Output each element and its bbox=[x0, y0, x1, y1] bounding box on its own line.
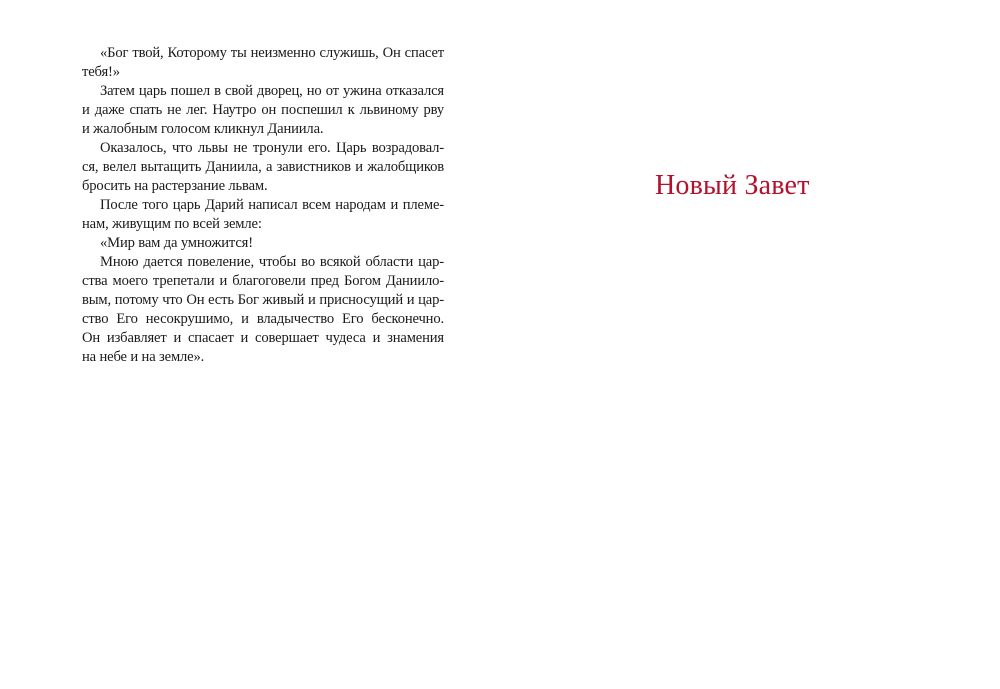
text-line: Затем царь пошел в свой дворец, но от ужина отказался bbox=[100, 83, 444, 99]
text-line: и жалобным голосом кликнул Даниила. bbox=[82, 121, 324, 137]
text-line: ство Его несокрушимо, и владычество Его бесконечно. bbox=[82, 311, 444, 327]
text-line: вым, потому что Он есть Бог живый и присносущий и цар- bbox=[82, 292, 444, 308]
text-line: тебя!» bbox=[82, 64, 120, 80]
text-line: Оказалось, что львы не тронули его. Царь возрадовал- bbox=[100, 140, 444, 156]
text-line: бросить на растерзание львам. bbox=[82, 178, 268, 194]
text-line: нам, живущим по всей земле: bbox=[82, 216, 262, 232]
text-line: ся, велел вытащить Даниила, а завистников и жалобщиков bbox=[82, 159, 444, 175]
text-line: на небе и на земле». bbox=[82, 349, 205, 365]
section-title: Новый Завет bbox=[655, 170, 810, 201]
text-line: После того царь Дарий написал всем народам и племе- bbox=[100, 197, 444, 213]
text-line: и даже спать не лег. Наутро он поспешил к львиному рву bbox=[82, 102, 444, 118]
text-line: «Мир вам да умножится! bbox=[100, 235, 253, 251]
body-text bbox=[82, 44, 444, 367]
text-line: ства моего трепетали и благоговели пред Богом Даниило- bbox=[82, 273, 444, 289]
right-page bbox=[500, 0, 1000, 689]
text-line: Он избавляет и спасает и совершает чудеса и знамения bbox=[82, 330, 444, 346]
text-line: Мною дается повеление, чтобы во всякой области цар- bbox=[100, 254, 444, 270]
text-line: «Бог твой, Которому ты неизменно служишь, Он спасет bbox=[100, 45, 444, 61]
